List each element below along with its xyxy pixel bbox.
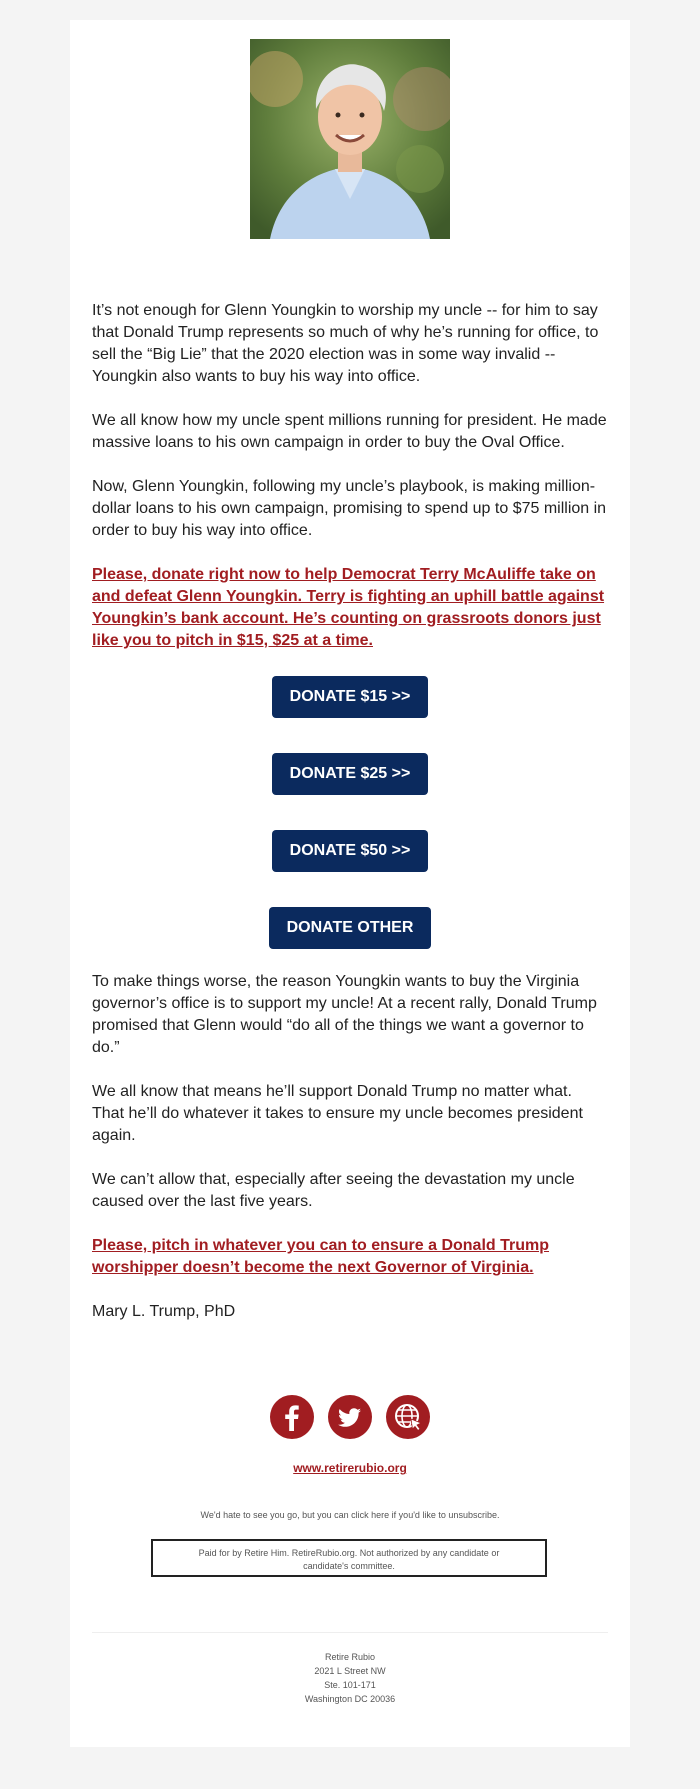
donate-cta-link[interactable]: Please, donate right now to help Democrat Terry McAuliffe take on and defeat Glenn Youngkin. Terry is fighting an uphill battle against Youngkin’s bank account. He’s counting on grassroots donors just like you to pitch in $15, $25 at a time. bbox=[92, 566, 605, 649]
paragraph-2: We all know how my uncle spent millions running for president. He made massive loans to his own campaign in order to buy the Oval Office. bbox=[92, 412, 607, 451]
mailing-address bbox=[70, 1650, 630, 1706]
twitter-icon[interactable] bbox=[328, 1395, 372, 1439]
paid-for-disclaimer: Paid for by Retire Him. RetireRubio.org. Not authorized by any candidate or candidate's committee. bbox=[151, 1539, 547, 1577]
email-card bbox=[70, 20, 630, 1747]
donate-50-button[interactable]: DONATE $50 >> bbox=[272, 830, 428, 872]
website-link[interactable]: www.retirerubio.org bbox=[293, 1461, 407, 1475]
address-line: 2021 L Street NW bbox=[314, 1666, 386, 1676]
unsubscribe-text[interactable]: We'd hate to see you go, but you can click here if you'd like to unsubscribe. bbox=[200, 1510, 500, 1520]
donate-other-button[interactable]: DONATE OTHER bbox=[269, 907, 431, 949]
candidate-photo bbox=[250, 39, 450, 239]
donate-25-button[interactable]: DONATE $25 >> bbox=[272, 753, 428, 795]
signature: Mary L. Trump, PhD bbox=[92, 1303, 236, 1320]
paragraph-1: It’s not enough for Glenn Youngkin to worship my uncle -- for him to say that Donald Trump represents so much of why he’s running for office, to sell the “Big Lie” that the 2020 election was in some way invalid -- Youngkin also wants to buy his way into office. bbox=[92, 302, 599, 385]
paragraph-3: Now, Glenn Youngkin, following my uncle’s playbook, is making million-dollar loans to his own campaign, promising to spend up to $75 million in order to buy his way into office. bbox=[92, 478, 607, 539]
donate-15-button[interactable]: DONATE $15 >> bbox=[272, 676, 428, 718]
facebook-icon[interactable] bbox=[270, 1395, 314, 1439]
website-icon[interactable] bbox=[386, 1395, 430, 1439]
footer-divider bbox=[92, 1632, 608, 1633]
address-line: Washington DC 20036 bbox=[304, 1694, 396, 1704]
paragraph-5: We all know that means he’ll support Donald Trump no matter what. That he’ll do whatever it takes to ensure my uncle becomes president again. bbox=[92, 1083, 583, 1144]
address-line: Ste. 101-171 bbox=[324, 1680, 376, 1690]
address-line: Retire Rubio bbox=[324, 1652, 376, 1662]
paragraph-4: To make things worse, the reason Youngkin wants to buy the Virginia governor’s office is to support my uncle! At a recent rally, Donald Trump promised that Glenn would “do all of the things we want a governor to do.” bbox=[92, 973, 597, 1056]
paragraph-6: We can’t allow that, especially after seeing the devastation my uncle caused over the last five years. bbox=[92, 1171, 575, 1210]
pitch-in-cta-link[interactable]: Please, pitch in whatever you can to ensure a Donald Trump worshipper doesn’t become the next Governor of Virginia. bbox=[92, 1237, 550, 1276]
social-links bbox=[70, 1395, 630, 1439]
